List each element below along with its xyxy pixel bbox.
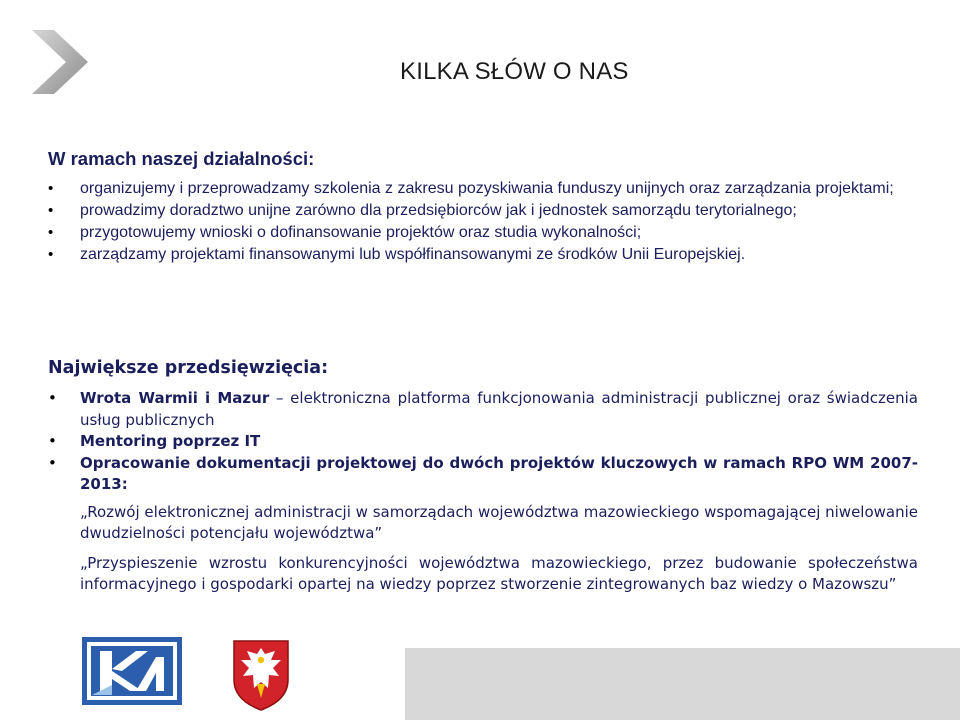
activities-section	[48, 148, 918, 266]
projects-list	[48, 388, 918, 496]
page-title: KILKA SŁÓW O NAS	[400, 58, 629, 85]
list-item	[48, 388, 918, 431]
footer-bar	[405, 648, 960, 720]
chevron-right-icon	[30, 28, 90, 96]
list-item	[48, 431, 918, 453]
activities-list	[48, 178, 918, 266]
project-name: Mentoring poprzez IT	[80, 432, 261, 450]
project-quote: „Przyspieszenie wzrostu konkurencyjności województwa mazowieckiego, przez budowanie społeczeństwa informacyjnego i gospodarki opartej na wiedzy poprzez stworzenie zintegrowanych baz wiedzy o Mazowszu”	[80, 553, 918, 593]
project-description: – elektroniczna platforma funkcjonowania administracji publicznej oraz świadczenia usług publicznych	[80, 389, 918, 429]
ki-logo	[82, 637, 182, 705]
eagle-coat-of-arms	[231, 638, 291, 712]
activities-heading: W ramach naszej działalności:	[48, 148, 315, 169]
list-item: • organizujemy i przeprowadzamy szkolenia z zakresu pozyskiwania funduszy unijnych oraz zarządzania projektami;	[48, 178, 918, 200]
project-quote: „Rozwój elektronicznej administracji w samorządach województwa mazowieckiego wspomagającej niwelowanie dwudzielności potencjału województwa”	[80, 502, 919, 542]
projects-section	[48, 358, 918, 596]
list-item: • przygotowujemy wnioski o dofinansowanie projektów oraz studia wykonalności;	[48, 222, 918, 244]
list-item: • zarządzamy projektami finansowanymi lub współfinansowanymi ze środków Unii Europejskiej.	[48, 244, 918, 266]
list-item: • prowadzimy doradztwo unijne zarówno dla przedsiębiorców jak i jednostek samorządu terytorialnego;	[48, 200, 918, 222]
list-item	[48, 453, 918, 496]
projects-heading: Największe przedsięwzięcia:	[48, 358, 329, 378]
project-name: Wrota Warmii i Mazur	[80, 389, 270, 407]
project-name: Opracowanie dokumentacji projektowej do dwóch projektów kluczowych w ramach RPO WM 2007-2013:	[80, 453, 918, 493]
